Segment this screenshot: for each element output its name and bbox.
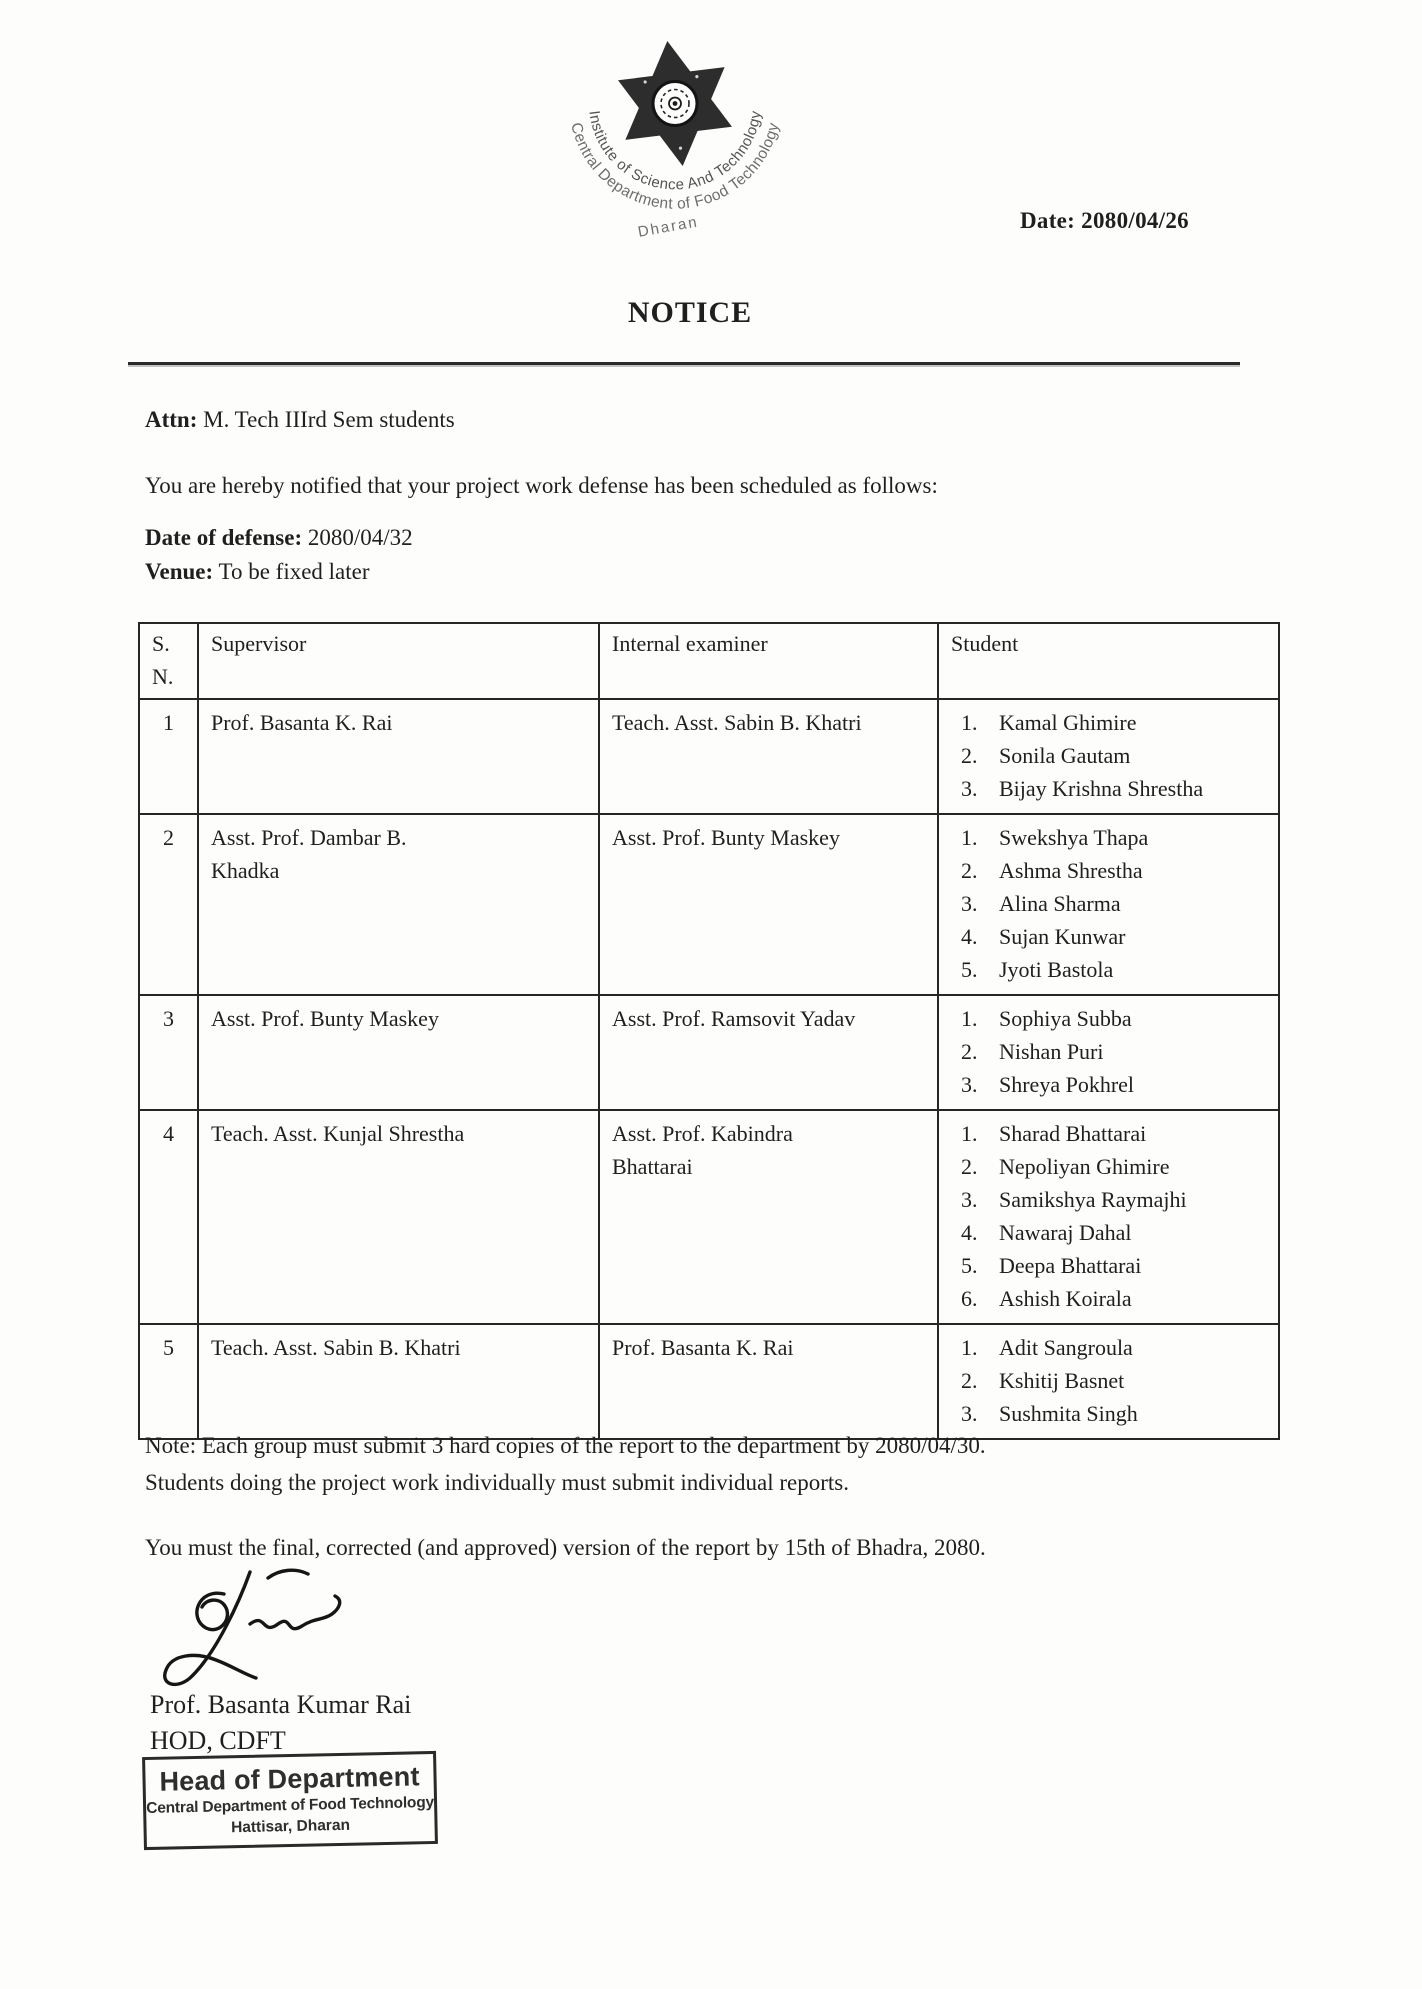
intro-text: You are hereby notified that your project work defense has been scheduled as follows: [145,473,938,498]
students-cell [938,995,1279,1110]
schedule-table [138,622,1280,1440]
sn-cell: 4 [139,1110,198,1324]
student-name: Ashish Koirala [999,1286,1132,1311]
supervisor-cell [198,699,599,814]
supervisor-line: Prof. Basanta K. Rai [211,710,393,735]
signatory-title: HOD, CDFT [150,1726,286,1755]
col-header-supervisor: Supervisor [198,623,599,699]
student-number: 2. [961,858,978,883]
table-row [139,995,1279,1110]
attn-label: Attn: [145,407,198,432]
student-item [961,1117,1272,1150]
table-row [139,814,1279,995]
examiner-cell [599,1324,938,1439]
student-number: 4. [961,1220,978,1245]
venue-label: Venue: [145,559,214,584]
col-header-sn: S. N. [139,623,198,699]
students-cell [938,814,1279,995]
defense-line [145,522,413,554]
student-item [961,1331,1272,1364]
student-item [961,920,1272,953]
divider-rule [128,362,1240,365]
examiner-cell [599,995,938,1110]
signature-icon [132,1566,352,1696]
student-item [961,739,1272,772]
student-number: 3. [961,1187,978,1212]
supervisor-cell [198,1110,599,1324]
seal-text-city: Dharan [636,213,700,241]
student-name: Nishan Puri [999,1039,1104,1064]
student-item [961,854,1272,887]
notice-title: NOTICE [627,296,753,329]
examiner-line: Asst. Prof. Ramsovit Yadav [612,1006,856,1031]
examiner-line: Asst. Prof. Kabindra [612,1121,793,1146]
examiner-line: Teach. Asst. Sabin B. Khatri [612,710,862,735]
supervisor-line: Teach. Asst. Sabin B. Khatri [211,1335,461,1360]
table-header-row [139,623,1279,699]
student-name: Sonila Gautam [999,743,1131,768]
supervisor-cell [198,814,599,995]
student-number: 1. [961,825,978,850]
student-number: 6. [961,1286,978,1311]
table-row [139,1324,1279,1439]
student-number: 2. [961,1039,978,1064]
supervisor-line: Asst. Prof. Bunty Maskey [211,1006,439,1031]
student-name: Alina Sharma [999,891,1121,916]
sn-cell: 5 [139,1324,198,1439]
stamp-line-2: Central Department of Food Technology [146,1793,435,1818]
examiner-cell [599,814,938,995]
student-name: Sujan Kunwar [999,924,1126,949]
attn-value: M. Tech IIIrd Sem students [197,407,455,432]
student-item [961,1364,1272,1397]
student-item [961,1183,1272,1216]
seal-text-arc-2: Central Department of Food Technology [567,120,783,213]
student-name: Jyoti Bastola [999,957,1114,982]
supervisor-cell [198,995,599,1110]
defense-value: 2080/04/32 [302,525,413,550]
student-name: Sharad Bhattarai [999,1121,1147,1146]
student-number: 3. [961,891,978,916]
student-name: Sushmita Singh [999,1401,1138,1426]
stamp-line-3: Hattisar, Dharan [230,1816,351,1837]
student-item [961,1282,1272,1315]
department-stamp [142,1751,438,1850]
student-name: Sophiya Subba [999,1006,1132,1031]
student-item [961,706,1272,739]
table-row [139,1110,1279,1324]
sn-cell: 3 [139,995,198,1110]
table-row [139,699,1279,814]
student-number: 2. [961,1154,978,1179]
student-name: Adit Sangroula [999,1335,1133,1360]
note-text-line2: Students doing the project work individually must submit individual reports. [145,1470,849,1495]
stamp-line-1: Head of Department [159,1761,420,1797]
student-number: 2. [961,743,978,768]
student-number: 4. [961,924,978,949]
student-number: 1. [961,710,978,735]
student-number: 5. [961,1253,978,1278]
examiner-cell [599,1110,938,1324]
student-number: 1. [961,1006,978,1031]
institution-seal [548,22,803,250]
student-item [961,1002,1272,1035]
seal-emblem-icon [653,82,697,126]
student-item [961,887,1272,920]
student-name: Swekshya Thapa [999,825,1149,850]
deadline-text: You must the final, corrected (and approved) version of the report by 15th of Bhadra, 2080. [145,1535,986,1560]
signatory-name: Prof. Basanta Kumar Rai [150,1690,412,1719]
supervisor-line: Teach. Asst. Kunjal Shrestha [211,1121,465,1146]
student-number: 3. [961,1072,978,1097]
examiner-cell [599,699,938,814]
students-cell [938,1324,1279,1439]
supervisor-line: Khadka [211,858,280,883]
note-text-line1: Note: Each group must submit 3 hard copies of the report to the department by 2080/04/30. [145,1433,986,1458]
student-number: 1. [961,1335,978,1360]
sn-cell: 1 [139,699,198,814]
student-item [961,1397,1272,1430]
student-name: Bijay Krishna Shrestha [999,776,1204,801]
venue-line [145,556,370,588]
student-number: 1. [961,1121,978,1146]
student-item [961,1249,1272,1282]
supervisor-cell [198,1324,599,1439]
attn-line [145,404,455,436]
students-cell [938,699,1279,814]
venue-value: To be fixed later [213,559,370,584]
student-item [961,1068,1272,1101]
student-item [961,953,1272,986]
student-name: Shreya Pokhrel [999,1072,1135,1097]
student-item [961,1216,1272,1249]
seal-text-arc-1: Institute of Science And Technology [585,109,765,194]
student-item [961,1150,1272,1183]
col-header-student: Student [938,623,1279,699]
examiner-line: Asst. Prof. Bunty Maskey [612,825,840,850]
student-item [961,772,1272,805]
date-label: Date: 2080/04/26 [1020,208,1189,233]
student-name: Samikshya Raymajhi [999,1187,1187,1212]
col-header-examiner: Internal examiner [599,623,938,699]
students-cell [938,1110,1279,1324]
student-item [961,821,1272,854]
student-number: 2. [961,1368,978,1393]
student-number: 5. [961,957,978,982]
schedule-table-body [139,699,1279,1439]
student-name: Nawaraj Dahal [999,1220,1132,1245]
student-name: Kamal Ghimire [999,710,1137,735]
student-number: 3. [961,776,978,801]
supervisor-line: Asst. Prof. Dambar B. [211,825,407,850]
student-item [961,1035,1272,1068]
defense-label: Date of defense: [145,525,303,550]
student-name: Ashma Shrestha [999,858,1143,883]
student-number: 3. [961,1401,978,1426]
student-name: Nepoliyan Ghimire [999,1154,1170,1179]
student-name: Deepa Bhattarai [999,1253,1142,1278]
examiner-line: Prof. Basanta K. Rai [612,1335,794,1360]
examiner-line: Bhattarai [612,1154,693,1179]
student-name: Kshitij Basnet [999,1368,1125,1393]
sn-cell: 2 [139,814,198,995]
